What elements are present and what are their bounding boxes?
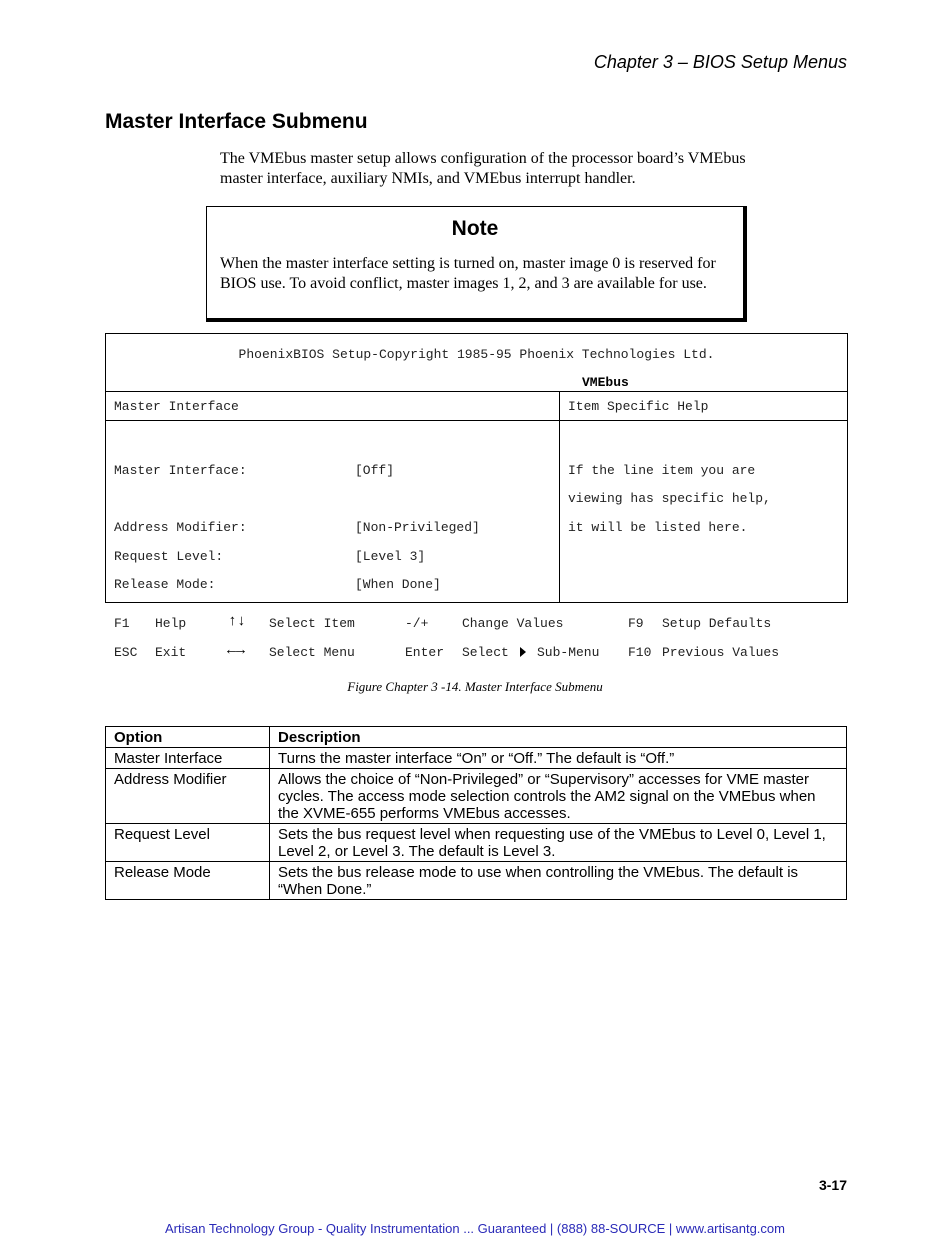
footer-link[interactable]: Artisan Technology Group - Quality Instrumentation ... Guaranteed | (888) 88-SOURCE | www.artisantg.com bbox=[165, 1221, 785, 1236]
field-label-address-modifier: Address Modifier: bbox=[114, 520, 247, 535]
field-label-master-interface: Master Interface: bbox=[114, 463, 247, 478]
chapter-header: Chapter 3 – BIOS Setup Menus bbox=[593, 52, 847, 72]
bios-menu-title: VMEbus bbox=[582, 375, 629, 390]
key-f1-action: Help bbox=[155, 616, 187, 631]
intro-line-1: The VMEbus master setup allows configuration of the processor board’s VMEbus bbox=[220, 150, 746, 167]
key-enter-action: Select bbox=[462, 645, 509, 660]
field-value-master-interface[interactable]: [Off] bbox=[355, 463, 395, 478]
header-description: Description bbox=[270, 727, 847, 748]
key-f10: F10 bbox=[628, 645, 652, 660]
left-right-arrows-icon: ←→ bbox=[227, 642, 246, 659]
header-option: Option bbox=[106, 727, 270, 748]
key-f10-action: Previous Values bbox=[662, 645, 780, 660]
page-number: 3-17 bbox=[818, 1177, 847, 1193]
option-cell: Address Modifier bbox=[106, 769, 270, 824]
note-title: Note bbox=[451, 217, 499, 240]
key-plus-minus: -/+ bbox=[405, 616, 429, 631]
page-title: Master Interface Submenu bbox=[105, 110, 368, 133]
triangle-right-icon bbox=[520, 647, 526, 657]
key-f9-action: Setup Defaults bbox=[662, 616, 772, 631]
bios-right-header: Item Specific Help bbox=[568, 399, 709, 414]
key-leftright-action: Select Menu bbox=[269, 645, 355, 660]
field-value-release-mode[interactable]: [When Done] bbox=[355, 577, 441, 592]
options-table bbox=[105, 726, 847, 900]
description-cell: Turns the master interface “On” or “Off.” The default is “Off.” bbox=[270, 748, 847, 769]
table-row bbox=[106, 824, 847, 862]
table-row bbox=[106, 862, 847, 900]
description-cell: Sets the bus release mode to use when controlling the VMEbus. The default is “When Done.” bbox=[270, 862, 847, 900]
up-down-arrows-icon: ↑↓ bbox=[228, 613, 247, 630]
option-cell: Release Mode bbox=[106, 862, 270, 900]
key-esc: ESC bbox=[114, 645, 138, 660]
intro-line-2: master interface, auxiliary NMIs, and VMEbus interrupt handler. bbox=[220, 170, 636, 187]
table-row bbox=[106, 769, 847, 824]
description-cell: Allows the choice of “Non-Privileged” or “Supervisory” accesses for VME master cycles. The access mode selection controls the AM2 signal on the VMEbus when the XVME-655 performs VMEbus accesses. bbox=[270, 769, 847, 824]
note-body: When the master interface setting is turned on, master image 0 is reserved for BIOS use. To avoid conflict, master images 1, 2, and 3 are available for use. bbox=[220, 255, 716, 292]
field-value-request-level[interactable]: [Level 3] bbox=[355, 549, 426, 564]
table-header-row bbox=[106, 727, 847, 748]
help-line-2: viewing has specific help, bbox=[568, 491, 771, 506]
table-row bbox=[106, 748, 847, 769]
field-value-address-modifier[interactable]: [Non-Privileged] bbox=[355, 520, 480, 535]
bios-left-header: Master Interface bbox=[114, 399, 239, 414]
key-esc-action: Exit bbox=[155, 645, 187, 660]
key-f9: F9 bbox=[628, 616, 644, 631]
key-updown-action: Select Item bbox=[269, 616, 355, 631]
key-enter: Enter bbox=[405, 645, 445, 660]
help-line-3: it will be listed here. bbox=[568, 520, 748, 535]
field-label-request-level: Request Level: bbox=[114, 549, 224, 564]
key-plus-minus-action: Change Values bbox=[462, 616, 564, 631]
help-line-1: If the line item you are bbox=[568, 463, 756, 478]
option-cell: Master Interface bbox=[106, 748, 270, 769]
option-cell: Request Level bbox=[106, 824, 270, 862]
key-f1: F1 bbox=[114, 616, 130, 631]
figure-caption: Figure Chapter 3 -14. Master Interface Submenu bbox=[347, 679, 603, 694]
key-enter-action-submenu: Sub-Menu bbox=[537, 645, 600, 660]
description-cell: Sets the bus request level when requesting use of the VMEbus to Level 0, Level 1, Level 2, or Level 3. The default is Level 3. bbox=[270, 824, 847, 862]
field-label-release-mode: Release Mode: bbox=[114, 577, 216, 592]
bios-copyright: PhoenixBIOS Setup-Copyright 1985-95 Phoenix Technologies Ltd. bbox=[238, 347, 715, 362]
